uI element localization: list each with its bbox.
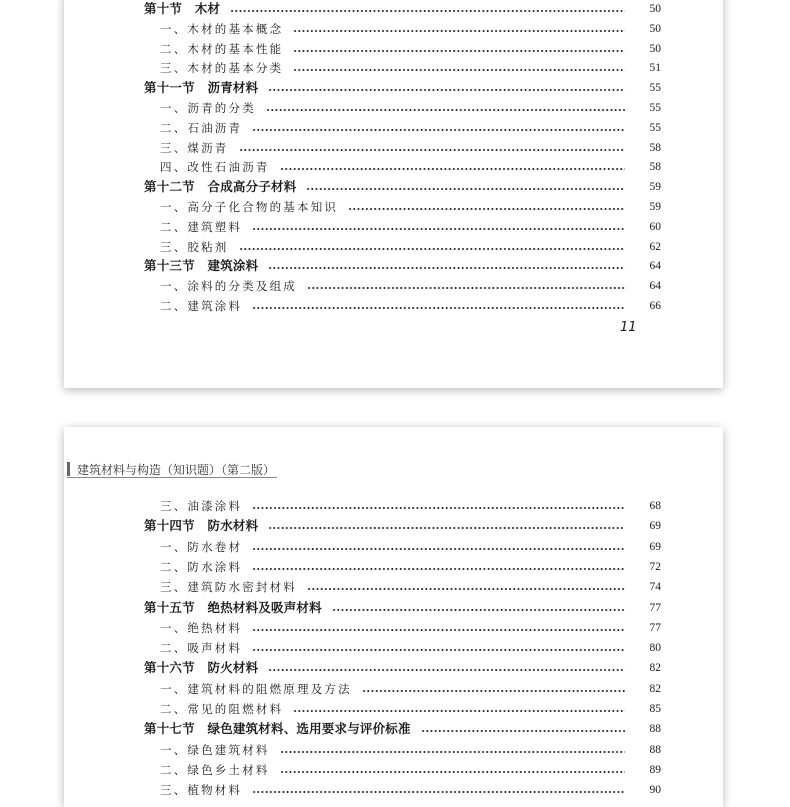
- toc-subsection-entry: [64, 217, 723, 237]
- toc-entry-page: 69: [649, 520, 661, 533]
- toc-subsection-entry: [64, 276, 723, 296]
- toc-section-entry: [64, 719, 723, 739]
- toc-subsection-entry: [64, 557, 723, 577]
- toc-entry-title: 第十四节 防水材料: [144, 518, 259, 534]
- dot-leader: [306, 188, 625, 190]
- dot-leader: [307, 287, 625, 289]
- toc-entry-page: 59: [649, 201, 661, 213]
- dot-leader: [252, 228, 625, 230]
- toc-subsection-entry: [64, 537, 723, 557]
- running-head: [67, 461, 277, 478]
- toc-entry-title: 第十七节 绿色建筑材料、选用要求与评价标准: [144, 721, 411, 737]
- toc-entry-page: 66: [649, 300, 661, 312]
- toc-entry-page: 80: [649, 642, 661, 655]
- toc-section-entry: [64, 516, 723, 536]
- toc-subsection-entry: [64, 760, 723, 780]
- toc-entry-title: 三、胶粘剂: [160, 239, 229, 254]
- toc-subsection-entry: [64, 679, 723, 699]
- dot-leader: [293, 69, 625, 71]
- dot-leader: [348, 208, 625, 210]
- toc-entry-title: 一、高分子化合物的基本知识: [160, 200, 339, 214]
- toc-entry-title: 一、木材的基本概念: [160, 21, 284, 36]
- dot-leader: [293, 30, 625, 32]
- toc-subsection-entry: [64, 118, 723, 138]
- toc-entry-page: 88: [649, 723, 661, 736]
- page-number: 11: [620, 320, 637, 335]
- toc-subsection-entry: [64, 699, 723, 719]
- running-head-title: 建筑材料与构造（知识题）（第二版）: [77, 462, 276, 477]
- toc-entry-title: 四、改性石油沥青: [160, 160, 270, 175]
- dot-leader: [268, 267, 625, 269]
- toc-entry-title: 二、常见的阻燃材料: [160, 702, 284, 716]
- toc-entry-title: 第十一节 沥青材料: [144, 80, 259, 96]
- toc-section-entry: [64, 658, 723, 678]
- dot-leader: [252, 568, 625, 570]
- toc-entry-page: 74: [649, 581, 661, 594]
- dot-leader: [252, 629, 625, 631]
- toc-subsection-entry: [64, 98, 723, 118]
- dot-leader: [252, 507, 625, 509]
- toc-entry-title: 三、木材的基本分类: [160, 61, 284, 76]
- toc-subsection-entry: [64, 39, 723, 59]
- toc-entry-title: 第十六节 防火材料: [144, 660, 259, 676]
- toc-entry-title: 三、建筑防水密封材料: [160, 580, 297, 595]
- toc-section-entry: [64, 78, 723, 98]
- dot-leader: [362, 690, 625, 692]
- toc-entry-page: 90: [649, 784, 661, 797]
- toc-entry-page: 51: [649, 62, 661, 75]
- dot-leader: [239, 248, 626, 250]
- dot-leader: [268, 527, 625, 529]
- dot-leader: [332, 609, 625, 611]
- toc-section-entry: [64, 177, 723, 197]
- toc-subsection-entry: [64, 638, 723, 658]
- toc-entry-page: 55: [649, 121, 661, 134]
- toc-entry-page: 59: [649, 181, 661, 194]
- toc-entry-title: 一、建筑材料的阻燃原理及方法: [160, 681, 352, 696]
- toc-subsection-entry: [64, 618, 723, 638]
- toc-subsection-entry: [64, 296, 723, 316]
- toc-entry-page: 60: [649, 220, 661, 233]
- dot-leader: [252, 307, 625, 309]
- toc-entry-page: 88: [649, 743, 661, 756]
- dot-leader: [252, 791, 625, 793]
- toc-entry-page: 82: [649, 682, 661, 695]
- toc-entry-page: 55: [649, 102, 661, 114]
- toc-subsection-entry: [64, 138, 723, 158]
- dot-leader: [252, 548, 625, 550]
- toc-subsection-entry: [64, 780, 723, 800]
- toc-entry-title: 二、防水涂料: [160, 559, 243, 574]
- dot-leader: [266, 109, 625, 111]
- toc-entry-page: 69: [649, 540, 661, 553]
- toc-entry-title: 一、绿色建筑材料: [160, 742, 270, 757]
- toc-entry-title: 第十三节 建筑涂料: [144, 258, 259, 274]
- book-page-11: [64, 0, 723, 388]
- toc-entry-page: 68: [649, 500, 661, 512]
- toc-entry-title: 第十五节 绝热材料及吸声材料: [144, 599, 322, 615]
- toc-entry-page: 77: [649, 601, 661, 614]
- toc-section-entry: [64, 0, 723, 19]
- toc-subsection-entry: [64, 197, 723, 217]
- toc-entry-title: 二、建筑涂料: [160, 299, 243, 313]
- toc-entry-title: 一、防水卷材: [160, 539, 243, 554]
- dot-leader: [252, 649, 625, 651]
- dot-leader: [280, 771, 625, 773]
- toc-entry-page: 64: [649, 260, 661, 273]
- toc-entry-title: 三、油漆涂料: [160, 499, 243, 513]
- toc-entry-title: 第十二节 合成高分子材料: [144, 179, 297, 195]
- toc-subsection-entry: [64, 496, 723, 516]
- toc-entry-page: 82: [649, 662, 661, 675]
- toc-entry-title: 二、绿色乡土材料: [160, 762, 270, 777]
- toc-entry-page: 77: [649, 621, 661, 634]
- toc-section-entry: [64, 256, 723, 276]
- toc-entry-title: 二、建筑塑料: [160, 219, 243, 234]
- toc-entry-title: 一、绝热材料: [160, 620, 243, 635]
- toc-entry-page: 58: [649, 141, 661, 154]
- toc-entry-title: 第十节 木材: [144, 1, 221, 16]
- toc-subsection-entry: [64, 157, 723, 177]
- toc-entry-page: 64: [649, 280, 661, 293]
- dot-leader: [293, 710, 625, 712]
- toc-entry-title: 三、煤沥青: [160, 140, 229, 155]
- dot-leader: [252, 129, 625, 131]
- dot-leader: [268, 669, 625, 671]
- dot-leader: [230, 10, 625, 12]
- dot-leader: [421, 730, 625, 732]
- toc-subsection-entry: [64, 740, 723, 760]
- toc-section-entry: [64, 598, 723, 618]
- dot-leader: [239, 149, 626, 151]
- toc-entry-title: 二、木材的基本性能: [160, 41, 284, 56]
- toc-subsection-entry: [64, 19, 723, 39]
- toc-entry-page: 72: [649, 560, 661, 573]
- toc-entry-title: 一、沥青的分类: [160, 101, 256, 115]
- dot-leader: [293, 50, 625, 52]
- toc-entry-title: 一、涂料的分类及组成: [160, 279, 297, 294]
- toc-entry-page: 50: [649, 3, 661, 15]
- toc-subsection-entry: [64, 237, 723, 257]
- dot-leader: [280, 168, 625, 170]
- toc-entry-title: 三、植物材料: [160, 783, 243, 798]
- toc-entry-page: 89: [649, 763, 661, 776]
- toc-subsection-entry: [64, 577, 723, 597]
- toc-subsection-entry: [64, 58, 723, 78]
- dot-leader: [307, 588, 625, 590]
- toc-entry-title: 二、吸声材料: [160, 641, 243, 656]
- toc-entry-page: 50: [649, 42, 661, 55]
- toc-entry-page: 55: [649, 82, 661, 95]
- toc-entry-page: 50: [649, 22, 661, 35]
- toc-entry-title: 二、石油沥青: [160, 120, 243, 135]
- toc-entry-page: 85: [649, 703, 661, 715]
- running-head-bar: [67, 462, 70, 476]
- dot-leader: [280, 751, 625, 753]
- dot-leader: [268, 89, 625, 91]
- toc-entry-page: 62: [649, 240, 661, 253]
- toc-entry-page: 58: [649, 161, 661, 174]
